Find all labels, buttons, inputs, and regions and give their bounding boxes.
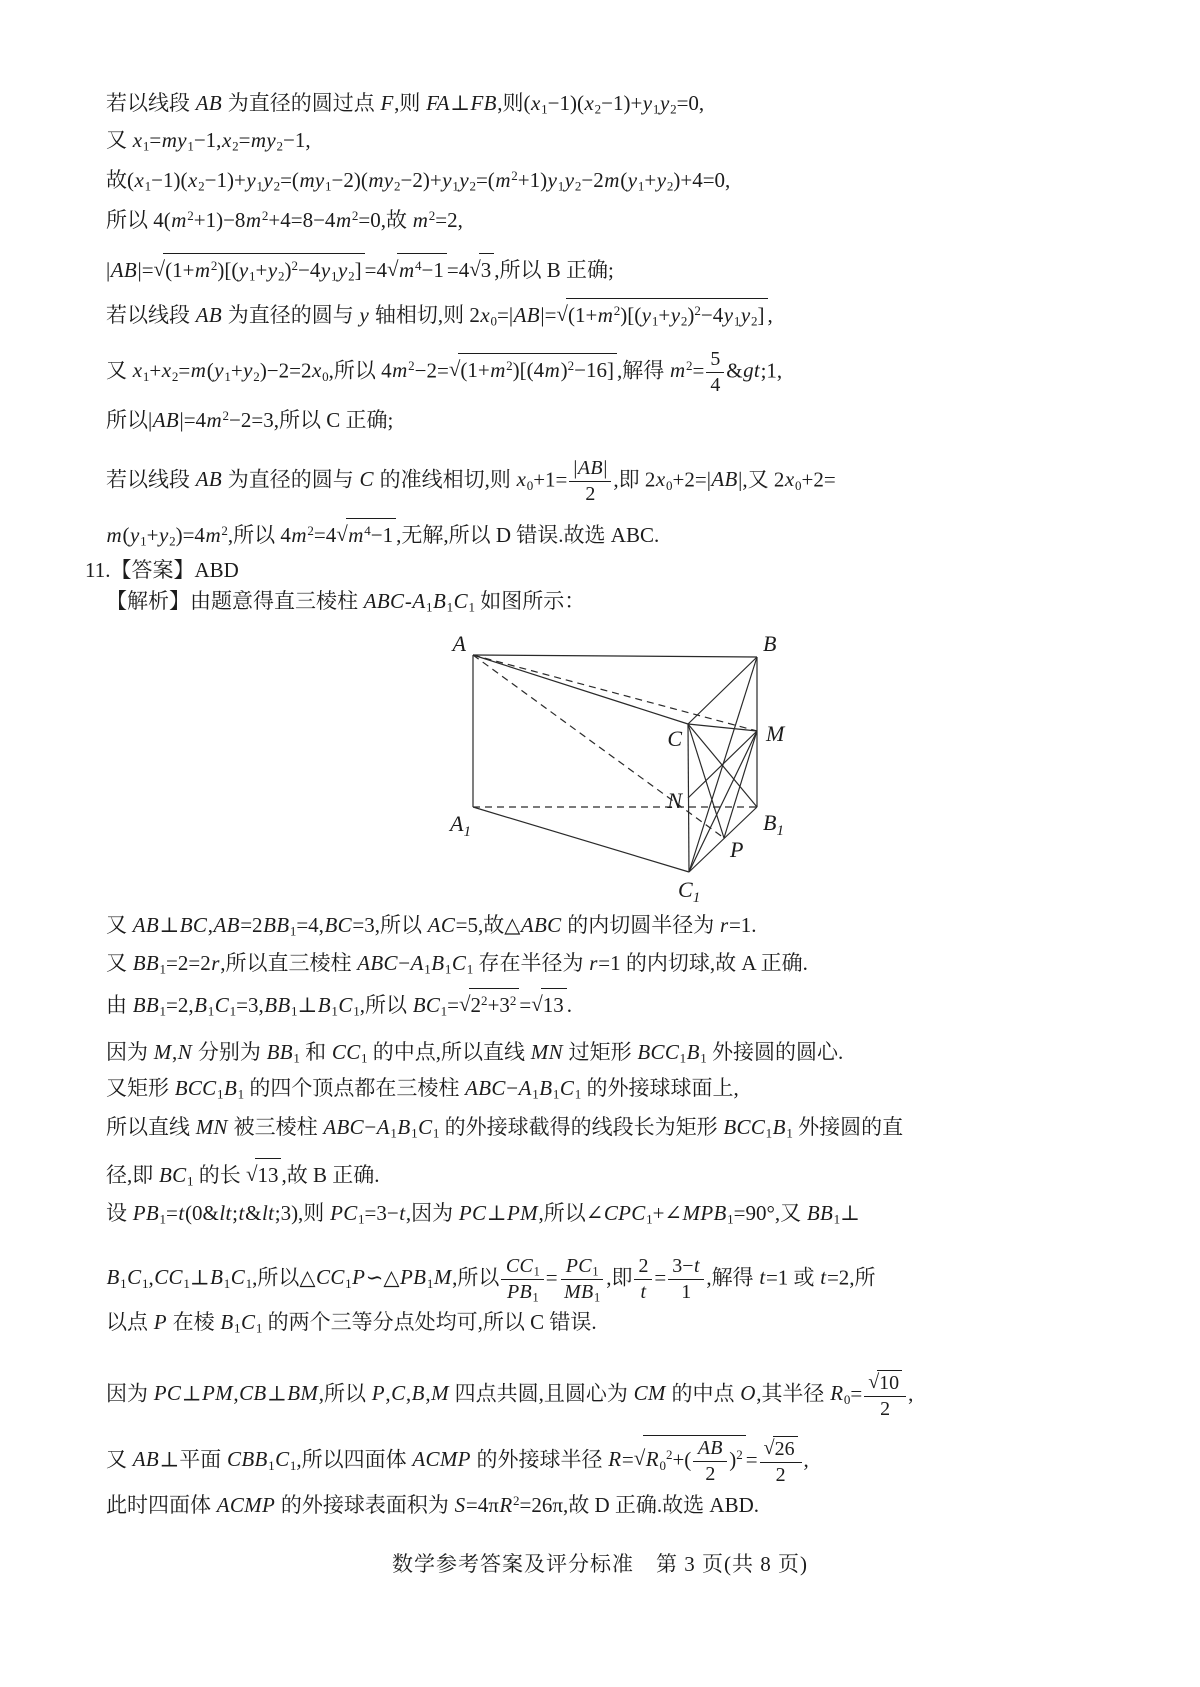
- q11-analysis-intro: 【解析】由题意得直三棱柱 ABC-$A_1B_1C_1$ 如图所示：: [106, 589, 586, 615]
- vertex-label-P: P: [730, 837, 744, 862]
- q10-line-8: 所以$|AB|=4m^2-2=3$,所以 C 正确;: [106, 407, 394, 432]
- q11-answer: 11.【答案】ABD: [85, 558, 239, 582]
- vertex-label-M: M: [766, 721, 785, 746]
- q10-line-2: 又 $x_1=my_1-1,x_2=my_2-1$,: [106, 128, 311, 154]
- q11-line-6: 所以直线 MN 被三棱柱 $ABC-A_1B_1C_1$ 的外接球截得的线段长为矩形 $BCC_1B_1$ 外接圆的直: [106, 1115, 904, 1141]
- q10-line-5: $|AB|=√(1+m^2)[(y_1+y_2)^2-4y_1y_2] =4√m^4-1 =4√3$ ,所以 B 正确;: [106, 253, 614, 285]
- q10-line-1: 若以线段 AB 为直径的圆过点 F,则 FA⊥FB,则$(x_1-1)(x_2-1)+y_1y_2=0$,: [106, 91, 705, 117]
- q10-line-9: 若以线段 AB 为直径的圆与 C 的准线相切,则 $x_0+1=$ $\frac{|AB|}{2}$ ,即 $2x_0+2=|AB|$,又 $2x_0+2=$: [106, 457, 836, 505]
- hidden-edge-AP: [473, 655, 724, 838]
- vertex-label-N: N: [667, 788, 682, 813]
- vertex-label-A: A: [452, 631, 466, 656]
- q11-line-2: 又 $BB_1=2=2r$,所以直三棱柱 $ABC-A_1B_1C_1$ 存在半径为 r=1 的内切球,故 A 正确.: [106, 951, 808, 977]
- q11-line-3: 由 $BB_1=2,B_1C_1=3,BB_1\perp B_1C_1$,所以 $BC_1=√2^2+3^2 =√13$ .: [106, 988, 572, 1020]
- vertex-label-C1: $C_1$: [678, 877, 701, 906]
- edge-AC: [473, 655, 688, 724]
- edge-AB: [473, 655, 757, 657]
- q11-line-9: $B_1C_1,CC_1\perp B_1C_1$,所以$\triangle CC_1P∽\triangle PB_1M$,所以 $\frac{CC_1}{PB_1}$ = $\frac{PC_1}{MB_1}$ ,即 $\frac{2}{t}$ = $\frac{3-t}{1}$ ,解得 t=1 或 t=2,所: [106, 1255, 876, 1305]
- edge-CM: [688, 724, 757, 731]
- q11-line-7: 径,即 $BC_1$ 的长 √13 ,故 B 正确.: [106, 1158, 380, 1190]
- q10-line-3: 故$(x_1-1)(x_2-1)+y_1y_2=(my_1-2)(my_2-2)+y_1y_2=(m^2+1)y_1y_2-2m(y_1+y_2)+4=0$,: [106, 167, 731, 194]
- vertex-label-B1: $B_1$: [763, 810, 784, 839]
- q11-line-4: 因为 M,N 分别为 $BB_1$ 和 $CC_1$ 的中点,所以直线 MN 过矩形 $BCC_1B_1$ 外接圆的圆心.: [106, 1040, 844, 1066]
- q10-line-6: 若以线段 AB 为直径的圆与 y 轴相切,则 $2x_0=|AB|=√(1+m^2)[(y_1+y_2)^2-4y_1y_2]$ ,: [106, 298, 773, 330]
- q10-line-10: $m(y_1+y_2)=4m^2$,所以 $4m^2=4√m^4-1$ ,无解,所以 D 错误.故选 ABC.: [106, 518, 659, 550]
- vertex-label-B: B: [763, 631, 777, 656]
- q11-line-12: 又 AB⊥平面 $CBB_1C_1$,所以四面体 ACMP 的外接球半径 $R=√R_0^2+$( $\frac{AB}{2}$ )$^2$ = $\frac{√26}{2}$ ,: [106, 1437, 809, 1486]
- vertex-label-C: C: [667, 726, 682, 751]
- page-footer: 数学参考答案及评分标准 第 3 页(共 8 页): [392, 1552, 808, 1576]
- q11-line-10: 以点 P 在棱 $B_1C_1$ 的两个三等分点处均可,所以 C 错误.: [106, 1310, 597, 1336]
- edge-A1C1: [473, 807, 689, 872]
- q11-line-11: 因为 PC⊥PM,CB⊥BM,所以 P,C,B,M 四点共圆,且圆心为 CM 的中点 O,其半径 $R_0=$ $\frac{√10}{2}$ ,: [106, 1371, 914, 1420]
- edge-CP: [688, 724, 724, 838]
- q11-line-8: 设 $PB_1=t(0\&lt;t\&lt;3)$,则 $PC_1=3-t$,因为 PC⊥PM,所以$\angle CPC_1+\angle MPB_1=90^\circ$,又 $BB_1\perp$: [106, 1201, 860, 1227]
- vertex-label-A1: $A_1$: [450, 811, 471, 840]
- q10-line-7: 又 $x_1+x_2=m(y_1+y_2)-2=2x_0$,所以 $4m^2-2=√(1+m^2)[(4m)^2-16]$ ,解得 $m^2=$ $\frac{5}{4}$ &gt;1,: [106, 348, 783, 396]
- hidden-edge-AM: [473, 655, 757, 731]
- q11-line-1: 又 $AB\perp BC,AB=2BB_1=4,BC=3$,所以 AC=5,故△ABC 的内切圆半径为 r=1.: [106, 913, 757, 939]
- prism-diagram: [420, 600, 800, 910]
- q11-line-5: 又矩形 $BCC_1B_1$ 的四个顶点都在三棱柱 $ABC-A_1B_1C_1$ 的外接球球面上,: [106, 1076, 739, 1102]
- edge-MC1: [689, 731, 757, 872]
- q10-line-4: 所以 $4(m^2+1)-8m^2+4=8-4m^2=0$,故 $m^2=2$,: [106, 207, 463, 232]
- q11-line-13: 此时四面体 ACMP 的外接球表面积为 $S=4\pi R^2=26\pi$,故 D 正确.故选 ABD.: [106, 1492, 759, 1517]
